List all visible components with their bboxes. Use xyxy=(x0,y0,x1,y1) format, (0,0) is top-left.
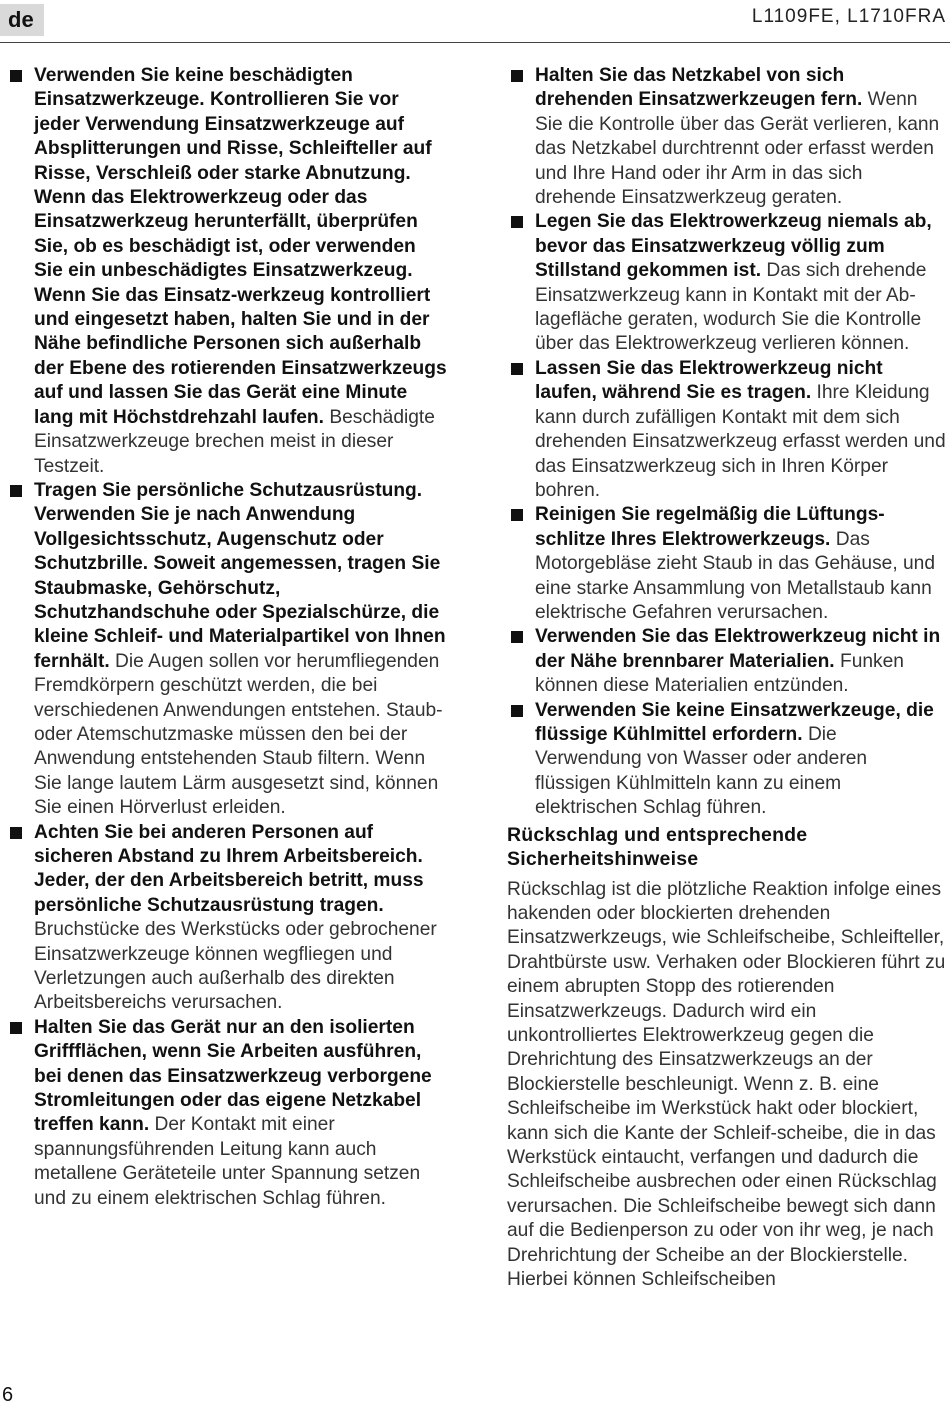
square-bullet-icon xyxy=(10,70,22,82)
item-normal-text: Der Kontakt mit einer spannungsführenden Leitung kann auch metallene Geräteteile unter Spannung setzen und zu einem elektrischen Schlag führen. xyxy=(34,1114,421,1209)
page-number: 6 xyxy=(2,1384,14,1406)
item-normal-text: Bruchstücke des Werkstücks oder gebrochener Einsatzwerkzeuge können wegfliegen und Verletzungen auch außerhalb des direkten Arbeitsbereichs verursachen. xyxy=(34,919,437,1014)
list-item xyxy=(507,357,947,503)
item-bold-text: Legen Sie das Elektrowerkzeug niemals ab, bevor das Einsatzwerkzeug völlig zum Stillstand gekommen ist. xyxy=(535,211,932,282)
language-tab: de xyxy=(0,4,44,36)
list-item xyxy=(6,64,448,479)
item-bold-text: Halten Sie das Gerät nur an den isolierten Griffflächen, wenn Sie Arbeiten ausführen, bei denen das Einsatzwerkzeug verborgene Stromleitungen oder das eigene Netzkabel treffen kann. xyxy=(34,1016,432,1136)
item-normal-text: Ihre Kleidung kann durch zufälligen Kontakt mit dem sich drehenden Einsatzwerkzeug erfasst werden und das Einsatzwerkzeug sich in Ihren Körper bohren. xyxy=(535,382,946,501)
list-item xyxy=(6,821,448,1016)
item-bold-text: Halten Sie das Netzkabel von sich drehenden Einsatzwerkzeugen fern. xyxy=(535,65,863,111)
list-item xyxy=(6,1016,448,1211)
square-bullet-icon xyxy=(10,1022,22,1034)
right-column xyxy=(507,64,947,1293)
list-item xyxy=(507,503,947,625)
square-bullet-icon xyxy=(10,827,22,839)
item-bold-text: Verwenden Sie keine Einsatzwerkzeuge, die flüssige Kühlmittel erfordern. xyxy=(535,699,934,745)
item-normal-text: Funken können diese Materialien entzünden. xyxy=(535,650,904,697)
item-bold-text: Tragen Sie persönliche Schutzausrüstung. Verwenden Sie je nach Anwendung Vollgesichtsschutz, Augenschutz oder Schutzbrille. Soweit angemessen, tragen Sie Staubmaske, Gehörschutz, Schutzhandschuhe oder Spezialschürze, die kleine Schleif- und Materialpartikel von Ihnen fernhält. xyxy=(34,479,446,672)
square-bullet-icon xyxy=(511,631,523,643)
list-item xyxy=(507,210,947,356)
list-item xyxy=(6,479,448,821)
item-bold-text: Verwenden Sie keine beschädigten Einsatzwerkzeuge. Kontrollieren Sie vor jeder Verwendung Einsatzwerkzeuge auf Absplitterungen und Risse, Schleifteller auf Risse, Verschleiß oder starke Abnutzung. Wenn das Elektrowerkzeug oder das Einsatzwerkzeug herunterfällt, überprüfen Sie, ob es beschädigt ist, oder verwenden Sie ein unbeschädigtes Einsatzwerkzeug. Wenn Sie das Einsatz-werkzeug kontrolliert und eingesetzt haben, halten Sie und in der Nähe befindliche Personen sich außerhalb der Ebene des rotierenden Einsatzwerkzeugs auf und lassen Sie das Gerät eine Minute lang mit Höchstdrehzahl laufen. xyxy=(34,65,447,428)
item-bold-text: Achten Sie bei anderen Personen auf sicheren Abstand zu Ihrem Arbeitsbereich. Jeder, der den Arbeitsbereich betritt, muss persönliche Schutzausrüstung tragen. xyxy=(34,821,424,916)
model-number: L1109FE, L1710FRA xyxy=(751,6,946,27)
list-item xyxy=(507,699,947,821)
square-bullet-icon xyxy=(511,509,523,521)
item-normal-text: Die Verwendung von Wasser oder anderen flüssigen Kühlmitteln kann zu einem elektrischen Schlag führen. xyxy=(535,723,868,819)
item-bold-text: Verwenden Sie das Elektrowerkzeug nicht in der Nähe brennbarer Materialien. xyxy=(535,626,941,672)
left-column xyxy=(6,64,448,1211)
item-bold-text: Reinigen Sie regelmäßig die Lüftungs-schlitze Ihres Elektrowerkzeugs. xyxy=(535,504,885,550)
header-divider xyxy=(0,42,950,43)
item-normal-text: Wenn Sie die Kontrolle über das Gerät verlieren, kann das Netzkabel durchtrennt oder erfasst werden und Ihre Hand oder ihr Arm in das sich drehende Einsatzwerkzeug geraten. xyxy=(535,89,940,209)
item-normal-text: Die Augen sollen vor herumfliegenden Fremdkörpern geschützt werden, die bei verschiedenen Anwendungen entstehen. Staub- oder Atemschutzmaske müssen den bei der Anwendung entstehenden Staub filtern. Wenn Sie lange lautem Lärm ausgesetzt sind, können Sie einen Hörverlust erleiden. xyxy=(34,650,443,819)
square-bullet-icon xyxy=(511,363,523,375)
section-heading: Rückschlag und entsprechende Sicherheitshinweise xyxy=(507,823,808,871)
item-normal-text: Beschädigte Einsatzwerkzeuge brechen meist in dieser Testzeit. xyxy=(34,406,435,477)
item-normal-text: Das Motorgebläse zieht Staub in das Gehäuse, und eine starke Ansammlung von Metallstaub kann elektrische Gefahren verursachen. xyxy=(535,528,936,623)
list-item xyxy=(507,64,947,210)
square-bullet-icon xyxy=(511,705,523,717)
square-bullet-icon xyxy=(10,485,22,497)
item-normal-text: Das sich drehende Einsatzwerkzeug kann in Kontakt mit der Ab-lagefläche geraten, wodurch Sie die Kontrolle über das Elektrowerkzeug verlieren können. xyxy=(535,260,927,355)
list-item xyxy=(507,625,947,698)
square-bullet-icon xyxy=(511,70,523,82)
square-bullet-icon xyxy=(511,216,523,228)
item-bold-text: Lassen Sie das Elektrowerkzeug nicht laufen, während Sie es tragen. xyxy=(535,357,883,404)
section-paragraph: Rückschlag ist die plötzliche Reaktion infolge eines hakenden oder blockierten drehenden Einsatzwerkzeugs, wie Schleifscheibe, Schleifteller, Drahtbürste usw. Verhaken oder Blockieren führt zu einem abrupten Stopp des rotierenden Einsatzwerkzeugs. Dadurch wird ein unkontrolliertes Elektrowerkzeug gegen die Drehrichtung des Einsatzwerkzeugs an der Blockierstelle beschleunigt. Wenn z. B. eine Schleifscheibe im Werkstück hakt oder blockiert, kann sich die Kante der Schleif-scheibe, die in das Werkstück eintaucht, verfangen und dadurch die Schleifscheibe ausbrechen oder einen Rückschlag verursachen. Die Schleifscheibe bewegt sich dann auf die Bedienperson zu oder von ihr weg, je nach Drehrichtung der Scheibe an der Blockierstelle. Hierbei können Schleifscheiben xyxy=(507,878,946,1291)
